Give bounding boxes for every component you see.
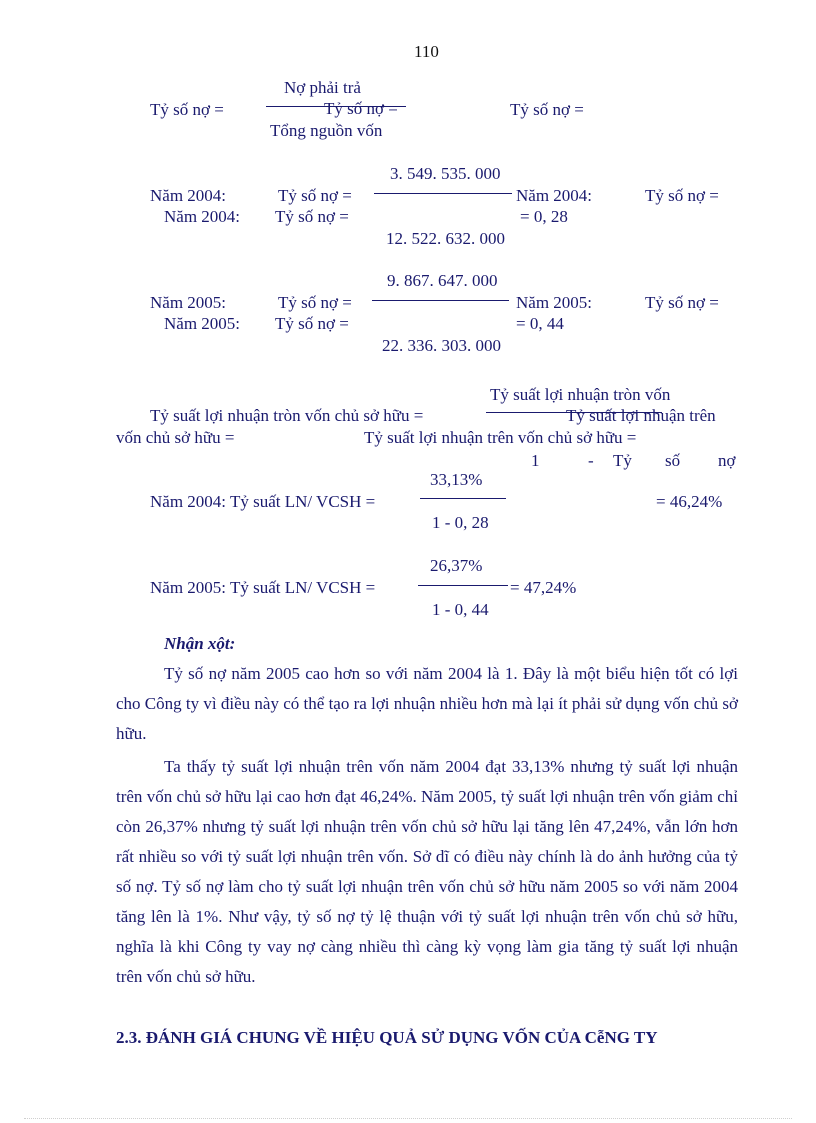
y2004-denominator: 12. 522. 632. 000 [386, 229, 505, 248]
roe-2005-numerator: 26,37% [430, 556, 483, 575]
roe-denominator-term: số [665, 451, 681, 470]
y2004-ratio-a: Tỷ số nợ = [278, 186, 352, 205]
y2004-result: = 0, 28 [520, 207, 568, 226]
roe-2004-result: = 46,24% [656, 492, 723, 511]
y2004-label-b: Năm 2004: [516, 186, 593, 205]
y2005-ratio-c: Tỷ số nợ = [275, 314, 349, 333]
roe-numerator: Tỷ suất lợi nhuận tròn vốn [490, 385, 671, 404]
y2005-numerator: 9. 867. 647. 000 [387, 271, 498, 290]
debt-ratio-denominator: Tổng nguồn vốn [270, 121, 383, 140]
roe-overlay: Tỷ suất lợi nhuận trên [566, 406, 716, 425]
roe-2004-label: Năm 2004: Tỷ suất LN/ VCSH = [150, 492, 376, 511]
remarks-paragraph-2: Ta thấy tỷ suất lợi nhuận trên vốn năm 2004 đạt 33,13% nhưng tỷ suất lợi nhuận trên vốn chủ sở hữu lại cao hơn đạt 46,24%. Năm 2005, tỷ suất lợi nhuận trên vốn giảm chỉ còn 26,37% nhưng tỷ suất lợi nhuận trên vốn chủ sở hữu lại tăng lên 47,24%, vẫn lớn hơn rất nhiều so với tỷ suất lợi nhuận trên vốn. Sở dĩ có điều này chính là do ảnh hưởng của tỷ số nợ. Tỷ số nợ làm cho tỷ suất lợi nhuận trên vốn chủ sở hữu năm 2005 so với năm 2004 tăng lên là 1%. Như vậy, tỷ số nợ tỷ lệ thuận với tỷ suất lợi nhuận trên vốn chủ sở hữu, nghĩa là khi Công ty vay nợ càng nhiều thì càng kỳ vọng làm gia tăng tỷ suất lợi nhuận trên vốn chủ sở hữu. [116, 757, 738, 986]
debt-ratio-label: Tỷ số nợ = [150, 100, 224, 119]
section-heading: 2.3. ĐÁNH GIÁ CHUNG VỀ HIỆU QUẢ SỬ DỤNG VỐN CỦA CễNG TY [116, 1028, 658, 1047]
y2005-result: = 0, 44 [516, 314, 564, 333]
y2004-ratio-c: Tỷ số nợ = [275, 207, 349, 226]
roe-denominator-term: Tỷ [613, 451, 632, 470]
y2005-label-b: Năm 2005: [516, 293, 593, 312]
debt-ratio-numerator: Nợ phải trả [284, 78, 361, 97]
remarks-title: Nhận xột: [164, 634, 236, 653]
y2004-ratio-b: Tỷ số nợ = [645, 186, 719, 205]
fraction-bar [420, 498, 506, 499]
fraction-bar [372, 300, 509, 301]
roe-left: Tỷ suất lợi nhuận tròn vốn chủ sở hữu = [150, 406, 424, 425]
remarks-paragraph-1: Tỷ số nợ năm 2005 cao hơn so với năm 2004 là 1. Đây là một biểu hiện tốt có lợi cho Công ty vì điều này có thể tạo ra lợi nhuận nhiều hơn mà lại ít phải sử dụng vốn chủ sở hữu. [116, 664, 738, 743]
roe-denominator-term: 1 [531, 451, 540, 470]
debt-ratio-right-label: Tỷ số nợ = [510, 100, 584, 119]
y2004-numerator: 3. 549. 535. 000 [390, 164, 501, 183]
y2005-ratio-a: Tỷ số nợ = [278, 293, 352, 312]
fraction-bar [374, 193, 512, 194]
roe-line2-left: vốn chủ sở hữu = [116, 428, 235, 447]
roe-2005-denominator: 1 - 0, 44 [432, 600, 489, 619]
debt-ratio-overlay: Tỷ số nợ = [324, 99, 398, 118]
roe-denominator-term: - [588, 451, 594, 470]
footer-divider [24, 1118, 792, 1119]
y2005-label-c: Năm 2005: [164, 314, 241, 333]
y2004-label-a: Năm 2004: [150, 186, 227, 205]
roe-2005-label: Năm 2005: Tỷ suất LN/ VCSH = [150, 578, 376, 597]
page-number: 110 [414, 42, 439, 61]
fraction-bar [418, 585, 508, 586]
y2005-label-a: Năm 2005: [150, 293, 227, 312]
roe-denominator-term: nợ [718, 451, 736, 470]
roe-2004-denominator: 1 - 0, 28 [432, 513, 489, 532]
y2005-ratio-b: Tỷ số nợ = [645, 293, 719, 312]
y2004-label-c: Năm 2004: [164, 207, 241, 226]
y2005-denominator: 22. 336. 303. 000 [382, 336, 501, 355]
roe-2004-numerator: 33,13% [430, 470, 483, 489]
roe-line2-mid: Tỷ suất lợi nhuận trên vốn chủ sở hữu = [364, 428, 637, 447]
roe-2005-result: = 47,24% [510, 578, 577, 597]
